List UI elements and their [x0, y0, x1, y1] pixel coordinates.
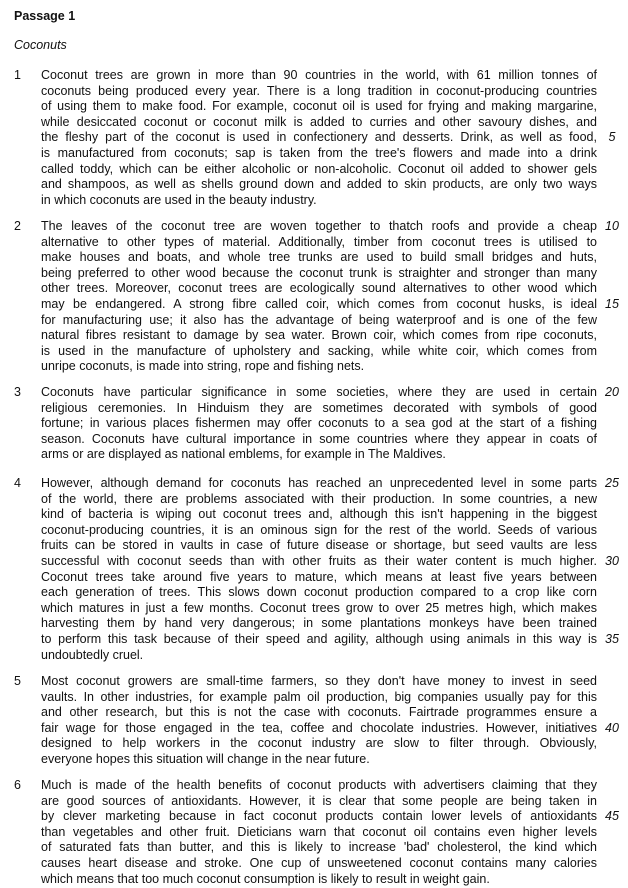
text-line: Coconut trees are grown in more than 90 countries in the world, with 61 million tonnes of	[41, 68, 597, 82]
paragraph-2	[14, 219, 619, 375]
text-line: arms or are displayed as national emblems, for example in The Maldives.	[41, 447, 446, 462]
margin-line-number: 25	[605, 476, 619, 490]
margin-line-number: 5	[608, 130, 616, 145]
text-line: everyone hopes this situation will change in the near future.	[41, 752, 370, 766]
paragraph-5	[14, 674, 619, 768]
text-line: However, although demand for coconuts has reached an unprecedented level in some parts	[41, 476, 597, 490]
text-line: which matures in just a few months. Coconut trees grow to over 25 metres high, which makes	[41, 600, 597, 615]
text-line: and other research, but this is not the case with coconuts. Fairtrade programmes ensure a	[41, 705, 597, 720]
text-line: of the world, there are problems associated with their production. In some countries, a new	[41, 491, 597, 506]
text-line: coconuts being produced every year. There is a long tradition in coconut-producing countries	[41, 83, 597, 98]
text-line: the fleshy part of the coconut is used in confectionery and desserts. Drink, as well as food,	[41, 130, 597, 145]
text-line: for manufacturing use; it also has the advantage of being waterproof and is one of the few	[41, 312, 597, 327]
text-line: harvesting them by hand very dangerous; in some plantations monkeys have been trained	[41, 616, 597, 631]
paragraph-number: 2	[14, 219, 21, 233]
margin-line-number: 20	[605, 385, 619, 399]
margin-line-number: 15	[605, 297, 619, 311]
text-line: Most coconut growers are small-time farmers, so they don't have money to invest in seed	[41, 674, 597, 688]
text-line: other trees. Moreover, coconut trees are ecologically sound alternatives to other wood which	[41, 281, 597, 296]
text-line: to perform this task because of their speed and agility, although using animals in this way is	[41, 632, 597, 646]
margin-line-number: 40	[605, 720, 619, 735]
paragraph-number: 3	[14, 385, 21, 399]
text-line: coconut-producing countries, it is an ominous sign for the rest of the world. Seeds of various	[41, 522, 597, 537]
passage-heading: Passage 1	[14, 9, 76, 23]
text-line: is used in the manufacture of upholstery and sacking, while white coir, which comes from	[41, 343, 597, 358]
text-line: natural fibres resistant to damage by sea water. Brown coir, which comes from ripe coconuts,	[41, 328, 597, 343]
passage-subtitle: Coconuts	[14, 38, 67, 52]
text-line: religious ceremonies. In Hinduism they are sometimes decorated with symbols of good	[41, 400, 597, 415]
text-line: is manufactured from coconuts; sap is taken from the tree's flowers and made into a drink	[41, 146, 597, 160]
text-line: season. Coconuts have cultural importance in some countries where they appear in coats of	[41, 431, 597, 446]
paragraph-1	[14, 68, 614, 209]
margin-line-number: 45	[605, 809, 619, 824]
text-line: Much is made of the health benefits of coconut products with advertisers claiming that they	[41, 778, 597, 792]
text-line: each generation of trees. This slows down coconut production compared to a crop like corn	[41, 585, 597, 600]
text-line: Coconuts have particular significance in some societies, where they are used in certain	[41, 385, 597, 399]
paragraph-number: 1	[14, 68, 21, 82]
paragraph-number: 6	[14, 778, 21, 792]
text-line: vaults. In other industries, for example palm oil production, big companies usually pay for this	[41, 689, 597, 704]
text-line: unripe coconuts, is made into string, rope and fishing nets.	[41, 359, 365, 374]
text-line: being preferred to other wood because the coconut trunk is straighter and stronger than many	[41, 265, 597, 280]
text-line: by clever marketing because in fact coconut products contain lower levels of antioxidants	[41, 809, 597, 824]
text-line: than vegetables and other fruit. Dieticians warn that coconut oil contains even higher levels	[41, 824, 597, 839]
text-line: undoubtedly cruel.	[41, 647, 144, 662]
text-line: causes heart disease and stroke. One cup of unsweetened coconut contains many calories	[41, 856, 597, 870]
paragraph-number: 5	[14, 674, 21, 688]
text-line: while desiccated coconut or coconut milk is added to curries and other savoury dishes, and	[41, 114, 597, 129]
text-line: designed to help workers in the coconut industry are slow to filter through. Obviously,	[41, 736, 597, 751]
text-line: are good sources of antioxidants. However, it is clear that some people are being taken in	[41, 793, 597, 808]
paragraph-number: 4	[14, 476, 21, 490]
text-line: The leaves of the coconut tree are woven together to thatch roofs and provide a cheap	[41, 219, 597, 233]
text-line: fair wage for those engaged in the tea, coffee and chocolate industries. However, initiatives	[41, 720, 597, 735]
text-line: in which coconuts are used in the beauty industry.	[41, 192, 317, 207]
paragraph-3	[14, 385, 619, 464]
paragraph-6	[14, 778, 619, 888]
text-line: called toddy, which can be either alcoholic or non-alcoholic. Coconut oil added to shower gels	[41, 161, 597, 176]
text-line: may be endangered. A strong fibre called coir, which comes from coconut husks, is ideal	[41, 297, 597, 311]
text-line: alternative to other types of material. Additionally, timber from coconut trees is utilised to	[41, 234, 597, 249]
text-line: fruits can be stored in vaults in case of future disease or shortage, but seed vaults are less	[41, 538, 597, 553]
text-line: make houses and boats, and whole tree trunks are used to build small bridges and huts,	[41, 250, 597, 265]
text-line: fortune; in various places fishermen may offer coconuts to a sea god at the start of a fishing	[41, 416, 597, 431]
text-line: Coconut trees take around five years to mature, which means at least five years between	[41, 569, 597, 584]
text-line: which means that too much coconut consumption is likely to result in weight gain.	[41, 871, 490, 886]
text-line: of using them to make food. For example, coconut oil is used for frying and making margarine,	[41, 99, 597, 114]
paragraph-4	[14, 476, 619, 664]
margin-line-number: 10	[605, 219, 619, 233]
text-line: kind of bacteria is wiping out coconut trees and, although this isn't happening in the biggest	[41, 507, 597, 522]
margin-line-number: 30	[605, 554, 619, 568]
text-line: successful with coconut seeds than with other fruits as their water content is much higher.	[41, 554, 597, 568]
margin-line-number: 35	[605, 632, 619, 646]
text-line: and shampoos, as well as shells ground down and added to skin products, are only two ways	[41, 177, 597, 192]
text-line: of saturated fats than butter, and this is likely to increase 'bad' cholesterol, the kind which	[41, 840, 597, 855]
